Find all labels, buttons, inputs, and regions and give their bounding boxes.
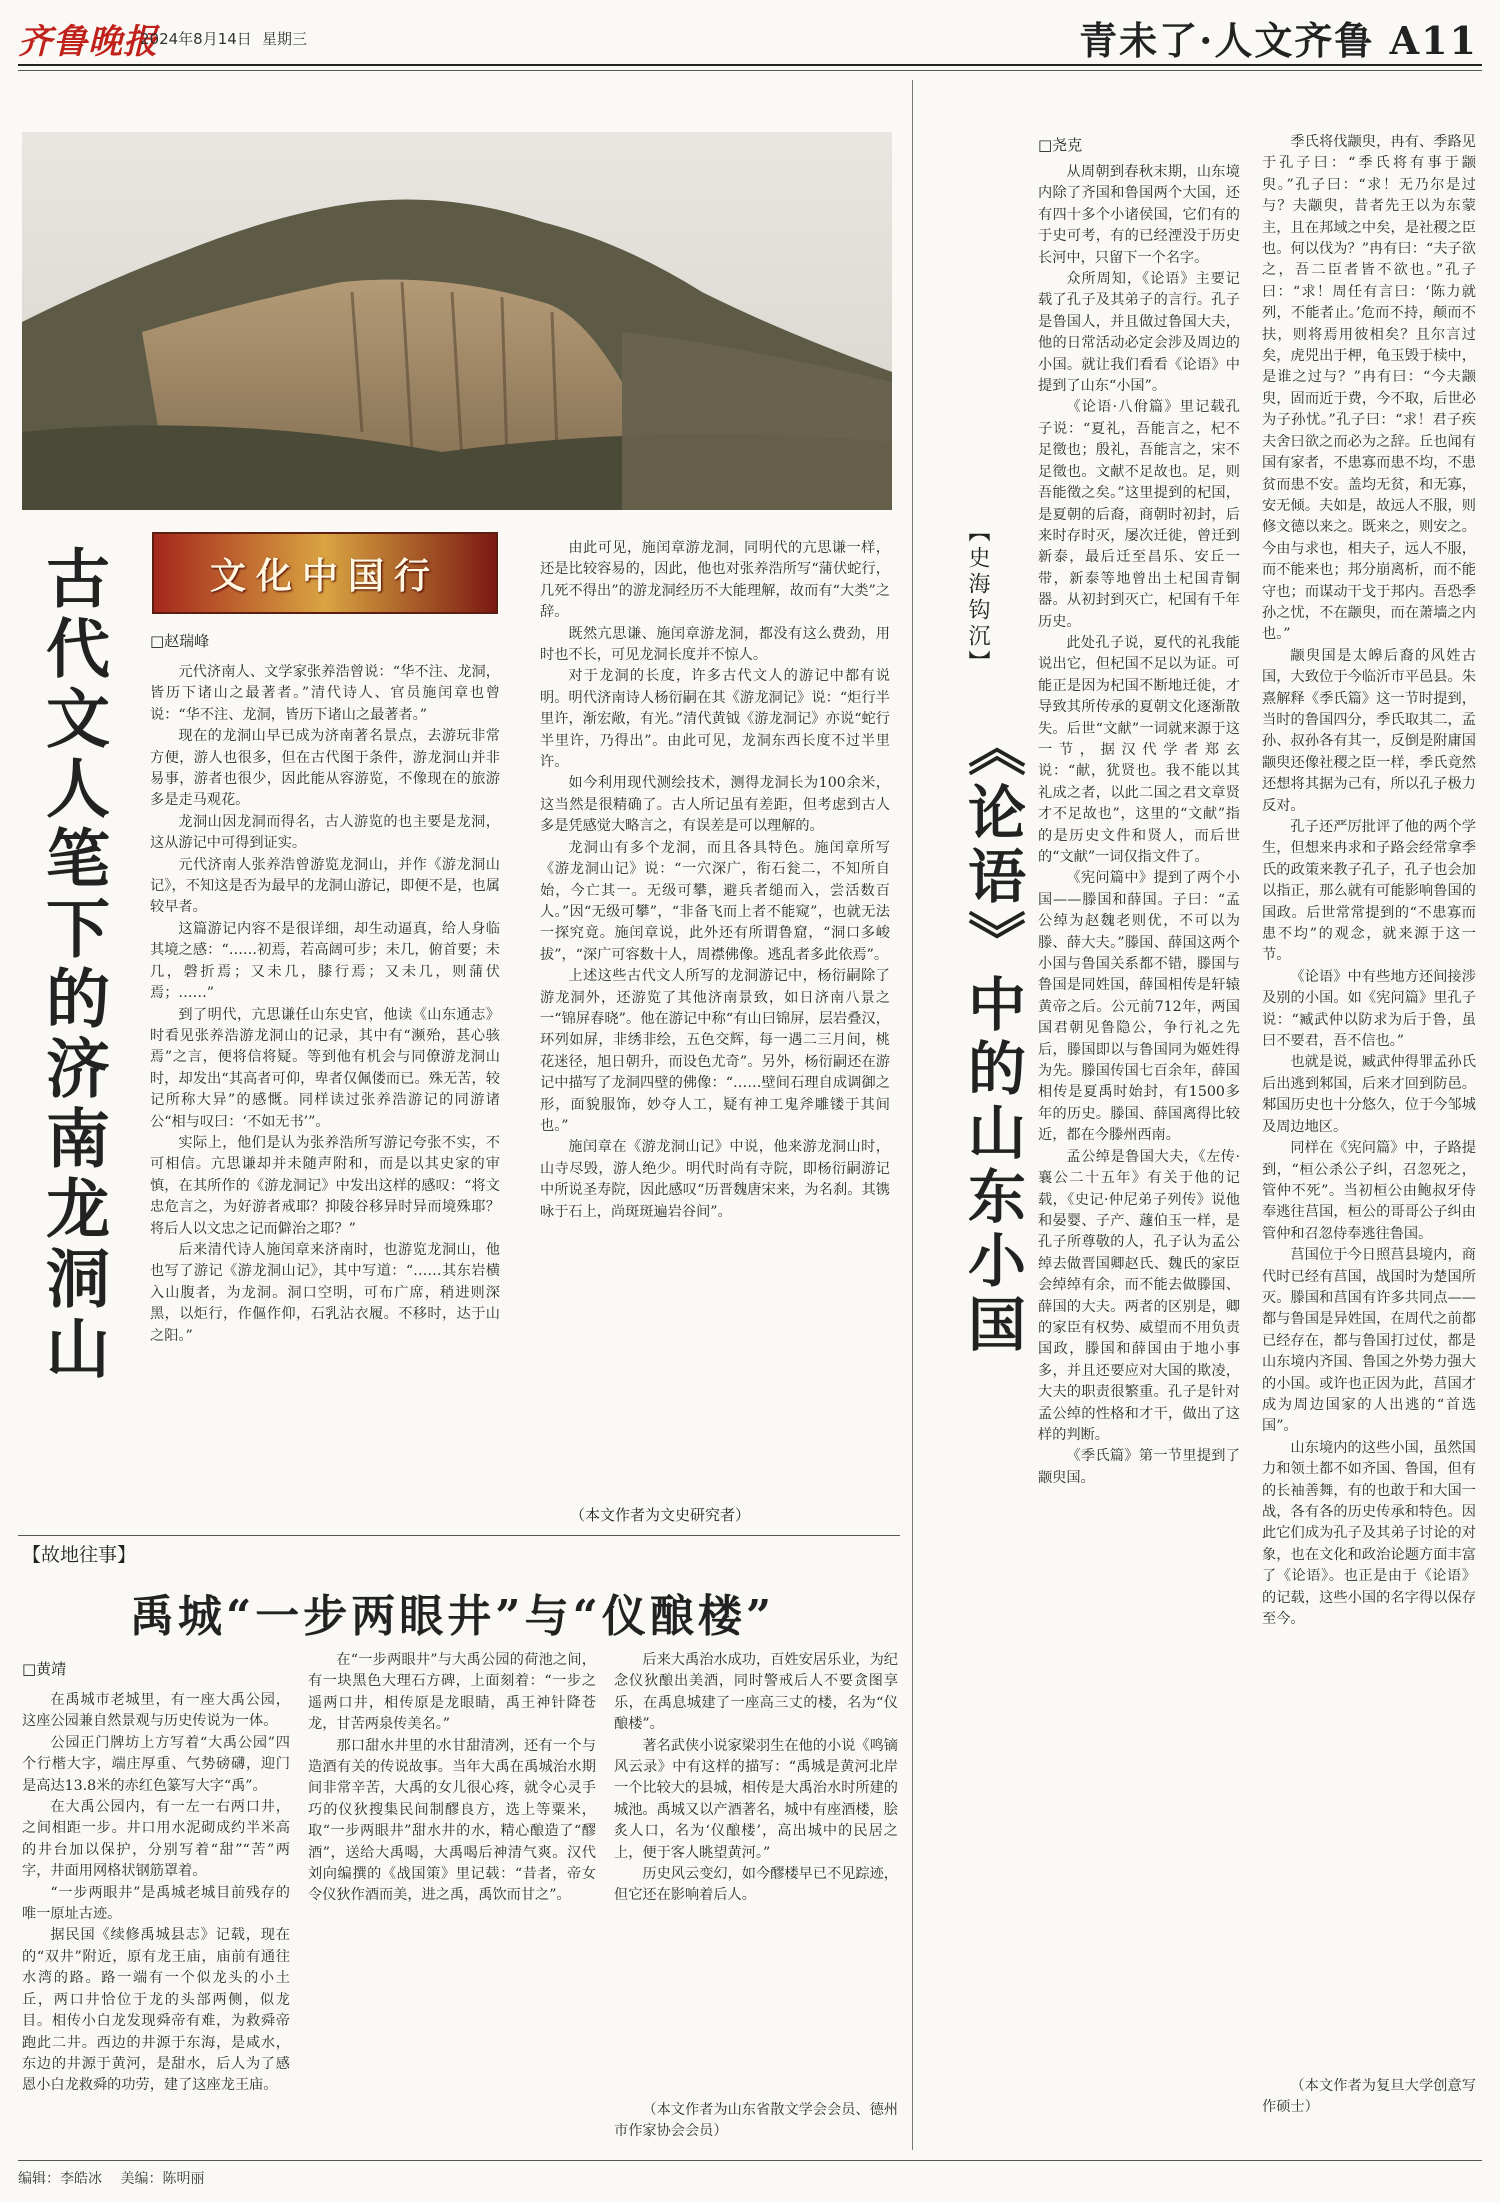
article2-column-1 [22, 1690, 290, 2155]
paragraph: 孟公绰是鲁国大夫，《左传·襄公二十五年》有关于他的记载，《史记·仲尼弟子列传》说他和晏婴、子产、蘧伯玉一样，是孔子所尊敬的人，孔子认为孟公绰去做晋国卿赵氏、魏氏的家臣会绰绰有余，而不能去做滕国、薛国的大夫。两者的区别是，卿的家臣有权势、威望而不用负责国政，滕国和薛国由于地小事多，并且还要应对大国的欺凌，大夫的职责很繁重。孔子是针对孟公绰的性格和才干，做出了这样的判断。 [1038, 1148, 1240, 1443]
editor-credit: 编辑：李皓冰 [18, 2171, 102, 2187]
issue-weekday: 星期三 [262, 30, 308, 48]
paragraph: 在“一步两眼井”与大禹公园的荷池之间，有一块黑色大理石方碑，上面刻着：“一步之遥两口井，相传原是龙眼睛，禹王神针降苍龙，甘苦两泉传美名。” [308, 1652, 596, 1733]
article1-column-1 [150, 662, 500, 1540]
paragraph: 公园正门牌坊上方写着“大禹公园”四个行楷大字，端庄厚重、气势磅礴，迎门是高达13.8米的赤红色篆写大字“禹”。 [22, 1734, 290, 1794]
paragraph: 《季氏篇》第一节里提到了颛臾国。 [1038, 1448, 1240, 1486]
section-title: 青未了·人文齐鲁 A11 [1079, 18, 1478, 63]
paragraph: 历史风云变幻，如今醪楼早已不见踪迹，但它还在影响着后人。 [614, 1866, 898, 1904]
paragraph: 此处孔子说，夏代的礼我能说出它，但杞国不足以为证。可能正是因为杞国不断地迁徙，才导致其所传承的夏朝文化逐渐散失。后世“文献”一词就来源于这一节，据汉代学者郑玄说：“献，犹贤也。我不能以其礼成之者，以此二国之君文章贤才不足故也”，这里的“文献”指的是历史文件和贤人，而后世的“文献”一词仅指文件了。 [1038, 634, 1240, 865]
column-banner [152, 532, 498, 614]
paragraph: （本文作者为复旦大学创意写作硕士） [1262, 2078, 1476, 2116]
article2-byline: □黄靖 [22, 1660, 67, 1678]
paragraph: 龙洞山有多个龙洞，而且各具特色。施闰章所写《游龙洞山记》说：“一穴深广，衔石瓮二，不知所自始，今亡其一。无级可攀，避兵者缒而入，尝活数百人。”因“无级可攀”，“非备飞而上者不能窥”，也就无法一探究竟。施闰章说，此外还有所谓鲁窟，“洞口多峻拔”，“深广可容数十人，周襟佛像。逃乱者多此依焉”。 [540, 839, 890, 963]
paragraph: 也就是说，臧武仲得罪孟孙氏后出逃到邾国，后来才回到防邑。邾国历史也十分悠久，位于今邹城及周边地区。 [1262, 1054, 1476, 1135]
paragraph: 莒国位于今日照莒县境内，商代时已经有莒国，战国时为楚国所灭。滕国和莒国有许多共同点——都与鲁国是异姓国，在周代之前都已经存在，都与鲁国打过仗，都是山东境内齐国、鲁国之外势力强大的小国。或许也正因为此，莒国才成为周边国家的人出逃的“首选国”。 [1262, 1247, 1476, 1435]
article3-author-note [1262, 2076, 1476, 2152]
paragraph: 元代济南人张养浩曾游览龙洞山，并作《游龙洞山记》，不知这是否为最早的龙洞山游记，即便不是，也属较早者。 [150, 856, 500, 916]
paragraph: 孔子还严厉批评了他的两个学生，但想来冉求和子路会经常拿季氏的政策来教子孔子，孔子也会加以指正，那么就有可能影响鲁国的国政。后世常常提到的“不患寡而患不均”的观念，就来源于这一节。 [1262, 819, 1476, 964]
article1-title: 古代文人笔下的济南龙洞山 [35, 545, 110, 1385]
paragraph: （本文作者为山东省散文学会会员、德州市作家协会会员） [614, 2102, 898, 2140]
paragraph: 《论语》中有些地方还间接涉及别的小国。如《宪问篇》里孔子说：“臧武仲以防求为后于鲁，虽曰不要君，吾不信也。” [1262, 968, 1476, 1050]
paragraph: 从周朝到春秋末期，山东境内除了齐国和鲁国两个大国，还有四十多个小诸侯国，它们有的于史可考，有的已经湮没于历史长河中，只留下一个名字。 [1038, 164, 1240, 266]
footer-rule [18, 2160, 1482, 2161]
paragraph: 据民国《续修禹城县志》记载，现在的“双井”附近，原有龙王庙，庙前有通往水湾的路。路一端有一个似龙头的小土丘，两口井恰位于龙的头部两侧，似龙目。相传小白龙发现舜帝有难，为救舜帝跑此二井。西边的井源于东海，是咸水，东边的井源于黄河，是甜水，后人为了感恩小白龙救舜的功劳，建了这座龙王庙。 [22, 1927, 290, 2094]
paragraph: 山东境内的这些小国，虽然国力和领土都不如齐国、鲁国，但有的长袖善舞，有的也敢于和大国一战，各有各的历史传承和特色。因此它们成为孔子及其弟子讨论的对象，也在文化和政治论题方面丰富了《论语》。也正是由于《论语》的记载，这些小国的名字得以保存至今。 [1262, 1439, 1476, 1628]
masthead-rule [18, 64, 1482, 66]
paragraph: 现在的龙洞山早已成为济南著名景点，去游玩非常方便，游人也很多，但在古代图于条件，游龙洞山并非易事，游者也很少，因此能从容游览，不像现在的旅游多是走马观花。 [150, 728, 500, 809]
paragraph: 到了明代，亢思谦任山东史官，他读《山东通志》时看见张养浩游龙洞山的记录，其中有“濒殆，甚心骇焉”之言，便将信将疑。等到他有机会与同僚游龙洞山时，却发出“其高者可仰，卑者仅佩偻而已。殊无苦，较记所称大异”的感慨。同样读过张养浩游记的同游诸公“相与叹曰：‘不如无书’”。 [150, 1006, 500, 1130]
paragraph: 这篇游记内容不是很详细，却生动逼真，给人身临其境之感：“……初焉，若高阔可步；未几，俯首要；未几，磬折焉；又未几，膝行焉；又未几，则蒲伏焉；……” [150, 920, 500, 1002]
article1-byline: □赵瑞峰 [150, 632, 210, 650]
paragraph: 实际上，他们是认为张养浩所写游记夸张不实，不可相信。亢思谦却并未随声附和，而是以其史家的审慎，在其所作的《游龙洞记》中发出这样的感叹：“将文忠危言之，为好游者戒耶？抑陵谷移异时异而境殊耶？将后人以文忠之记而僻治之耶？” [150, 1134, 500, 1237]
paragraph: 如今利用现代测绘技术，测得龙洞长为100余米，这当然是很精确了。古人所记虽有差距，但考虑到古人多是凭感觉大略言之，有误差是可以理解的。 [540, 775, 890, 835]
article3-column-1 [1038, 162, 1240, 2152]
paragraph: 龙洞山因龙洞而得名，古人游览的也主要是龙洞，这从游记中可得到证实。 [150, 813, 500, 852]
article3-title: 《论语》中的山东小国 [958, 718, 1026, 1358]
paragraph: 著名武侠小说家梁羽生在他的小说《鸣镝风云录》中有这样的描写：“禹城是黄河北岸一个比较大的县城，相传是大禹治水时所建的城池。禹城又以产酒著名，城中有座酒楼，脍炙人口，名为‘仪酿楼’，高出城中的民居之上，便于客人眺望黄河。” [614, 1737, 898, 1861]
paragraph: “一步两眼井”是禹城老城目前残存的唯一原址古迹。 [22, 1884, 290, 1923]
paragraph: 《论语·八佾篇》里记载孔子说：“夏礼，吾能言之，杞不足徵也；殷礼，吾能言之，宋不足徵也。文献不足故也。足，则吾能徵之矣。”这里提到的杞国，是夏朝的后裔，商朝时初封，后来时存时灭，屡次迁徙，曾迁到新泰，最后迁至昌乐、安丘一带，新泰等地曾出土杞国青铜器。从初封到灭亡，杞国有千年历史。 [1038, 399, 1240, 630]
paragraph: 上述这些古代文人所写的龙洞游记中，杨衍嗣除了游龙洞外，还游览了其他济南景致，如日济南八景之一“锦屏春晓”。他在游记中称“有山曰锦屏，层岩叠汉，环列如屏，非绣非绘，五色交辉，每一遇二三月间，桃花迷径，旭日朝升，而设色尤奇”。另外，杨衍嗣还在游记中描写了龙洞四壁的佛像：“……壁间石理自成调御之形，面貌服饰，妙夺人工，疑有神工鬼斧雕镂于其间也。” [540, 968, 890, 1134]
issue-date: 2024年8月14日 [140, 30, 252, 48]
article2-column-3 [614, 1650, 898, 2090]
article3-byline: □尧克 [1038, 136, 1083, 154]
article2-tag: 【故地往事】 [22, 1544, 137, 1566]
paragraph: 季氏将伐颛臾，冉有、季路见于孔子曰：“季氏将有事于颛臾。”孔子曰：“求！无乃尔是过与？夫颛臾，昔者先王以为东蒙主，且在邦域之中矣，是社稷之臣也。何以伐为？”冉有曰：“夫子欲之，吾二臣者皆不欲也。”孔子曰：“求！周任有言曰：‘陈力就列，不能者止。’危而不持，颠而不扶，则将焉用彼相矣？且尔言过矣，虎兕出于柙，龟玉毁于椟中，是谁之过与？”冉有曰：“今夫颛臾，固而近于费，今不取，后世必为子孙忧。”孔子曰：“求！君子疾夫舍曰欲之而必为之辞。丘也闻有国有家者，不患寡而患不均，不患贫而患不安。盖均无贫，和无寡，安无倾。夫如是，故远人不服，则修文德以来之。既来之，则安之。今由与求也，相夫子，远人不服，而不能来也；邦分崩离析，而不能守也；而谋动干戈于邦内。吾恐季孙之忧，不在颛臾，而在萧墙之内也。” [1262, 134, 1476, 643]
paragraph: 后来清代诗人施闰章来济南时，也游览龙洞山，他也写了游记《游龙洞山记》，其中写道：“……其东岩横入山腹者，为龙洞。洞口空明，可布广席，稍进则深黑，以炬行，作傴作仰，石乳沾衣履。不移时，达于山之阳。” [150, 1241, 500, 1344]
paragraph: 同样在《宪问篇》中，子路提到，“桓公杀公子纠，召忽死之，管仲不死”。当初桓公由鲍叔牙侍奉逃往莒国，桓公的哥哥公子纠由管仲和召忽侍奉逃往鲁国。 [1262, 1140, 1476, 1242]
paragraph: 颛臾国是太皞后裔的风姓古国，大致位于今临沂市平邑县。朱熹解释《季氏篇》这一节时提到，当时的鲁国四分，季氏取其二，孟孙、叔孙各有其一，反倒是附庸国颛臾还像社稷之臣一样，季氏竟然还想将其据为己有，所以孔子极力反对。 [1262, 647, 1476, 814]
masthead-rule-thin [18, 70, 1482, 71]
paragraph: 对于龙洞的长度，许多古代文人的游记中都有说明。明代济南诗人杨衍嗣在其《游龙洞记》说：“炬行半里许，渐宏敞，有光。”清代黄钺《游龙洞记》亦说“蛇行半里许，乃得出”。由此可见，龙洞东西长度不过半里许。 [540, 668, 890, 771]
paragraph: 由此可见，施闰章游龙洞，同明代的亢思谦一样，还是比较容易的，因此，他也对张养浩所写“蒲伏蛇行，几死不得出”的游龙洞经历不大能理解，故而有“大类”之辞。 [540, 540, 890, 621]
article2-column-2 [308, 1650, 596, 2155]
column-divider [912, 80, 913, 2150]
article1-column-2 [540, 538, 890, 1498]
designer-credit: 美编：陈明丽 [120, 2171, 205, 2187]
article3-column-2 [1262, 132, 1476, 2062]
article3-tag: 【史海钩沉】 [965, 520, 990, 676]
paragraph: 元代济南人、文学家张养浩曾说：“华不注、龙洞，皆历下诸山之最著者。”清代诗人、官员施闰章也曾说：“华不注、龙洞，皆历下诸山之最著者。” [150, 664, 500, 723]
footer-credits [18, 2168, 204, 2188]
paragraph: 在禹城市老城里，有一座大禹公园，这座公园兼自然景观与历史传说为一体。 [22, 1692, 290, 1730]
mountain-cliff-photo [22, 132, 892, 510]
paragraph: 既然亢思谦、施闰章游龙洞，都没有这么费劲，用时也不长，可见龙洞长度并不惊人。 [540, 625, 890, 664]
paragraph: 那口甜水井里的水甘甜清冽，还有一个与造酒有关的传说故事。当年大禹在禹城治水期间非常辛苦，大禹的女儿很心疼，就令心灵手巧的仪狄搜集民间制醪良方，选上等粟米，取“一步两眼井”甜水井的水，精心酿造了“醪酒”，送给大禹喝，大禹喝后神清气爽。汉代刘向编撰的《战国策》里记载：“昔者，帝女令仪狄作酒而美，进之禹，禹饮而甘之”。 [308, 1737, 596, 1904]
paragraph: 施闰章在《游龙洞山记》中说，他来游龙洞山时，山寺尽毁，游人绝少。明代时尚有寺院，即杨衍嗣游记中所说圣寿院，因此感叹“历晋魏唐宋来，为名刹。其镌咏于石上，尚斑斑遍岩谷间”。 [540, 1139, 890, 1220]
paragraph: 后来大禹治水成功，百姓安居乐业，为纪念仪狄酿出美酒，同时警戒后人不要贪图享乐，在禹息城建了一座高三丈的楼，名为“仪酿楼”。 [614, 1652, 898, 1733]
section-divider [18, 1535, 900, 1536]
column-banner-label: 文化中国行 [209, 554, 440, 597]
paragraph: 在大禹公园内，有一左一右两口井，之间相距一步。井口用水泥砌成约半米高的井台加以保护，分别写着“甜”“苦”两字，井面用网格状钢筋罩着。 [22, 1799, 290, 1880]
article2-title: 禹城“一步两眼井”与“仪酿楼” [130, 1591, 776, 1642]
newspaper-logo: 齐鲁晚报 [18, 22, 158, 62]
article1-author-note: （本文作者为文史研究者） [570, 1506, 751, 1524]
article2-author-note [614, 2100, 898, 2150]
paragraph: 《宪问篇中》提到了两个小国——滕国和薛国。子曰：“孟公绰为赵魏老则优，不可以为滕、薛大夫。”滕国、薛国这两个小国与鲁国关系都不错，滕国与鲁国是同姓国，薛国相传是轩辕黄帝之后。公元前712年，两国国君朝见鲁隐公，争行礼之先后，滕国即以与鲁国同为姬姓得为先。滕国传国七百余年，薛国相传是夏禹时始封，有1500多年的历史。滕国、薛国离得比较近，都在今滕州西南。 [1038, 870, 1240, 1144]
paragraph: 众所周知，《论语》主要记载了孔子及其弟子的言行。孔子是鲁国人，并且做过鲁国大夫，他的日常活动必定会涉及周边的小国。就让我们看看《论语》中提到了山东“小国”。 [1038, 271, 1240, 395]
